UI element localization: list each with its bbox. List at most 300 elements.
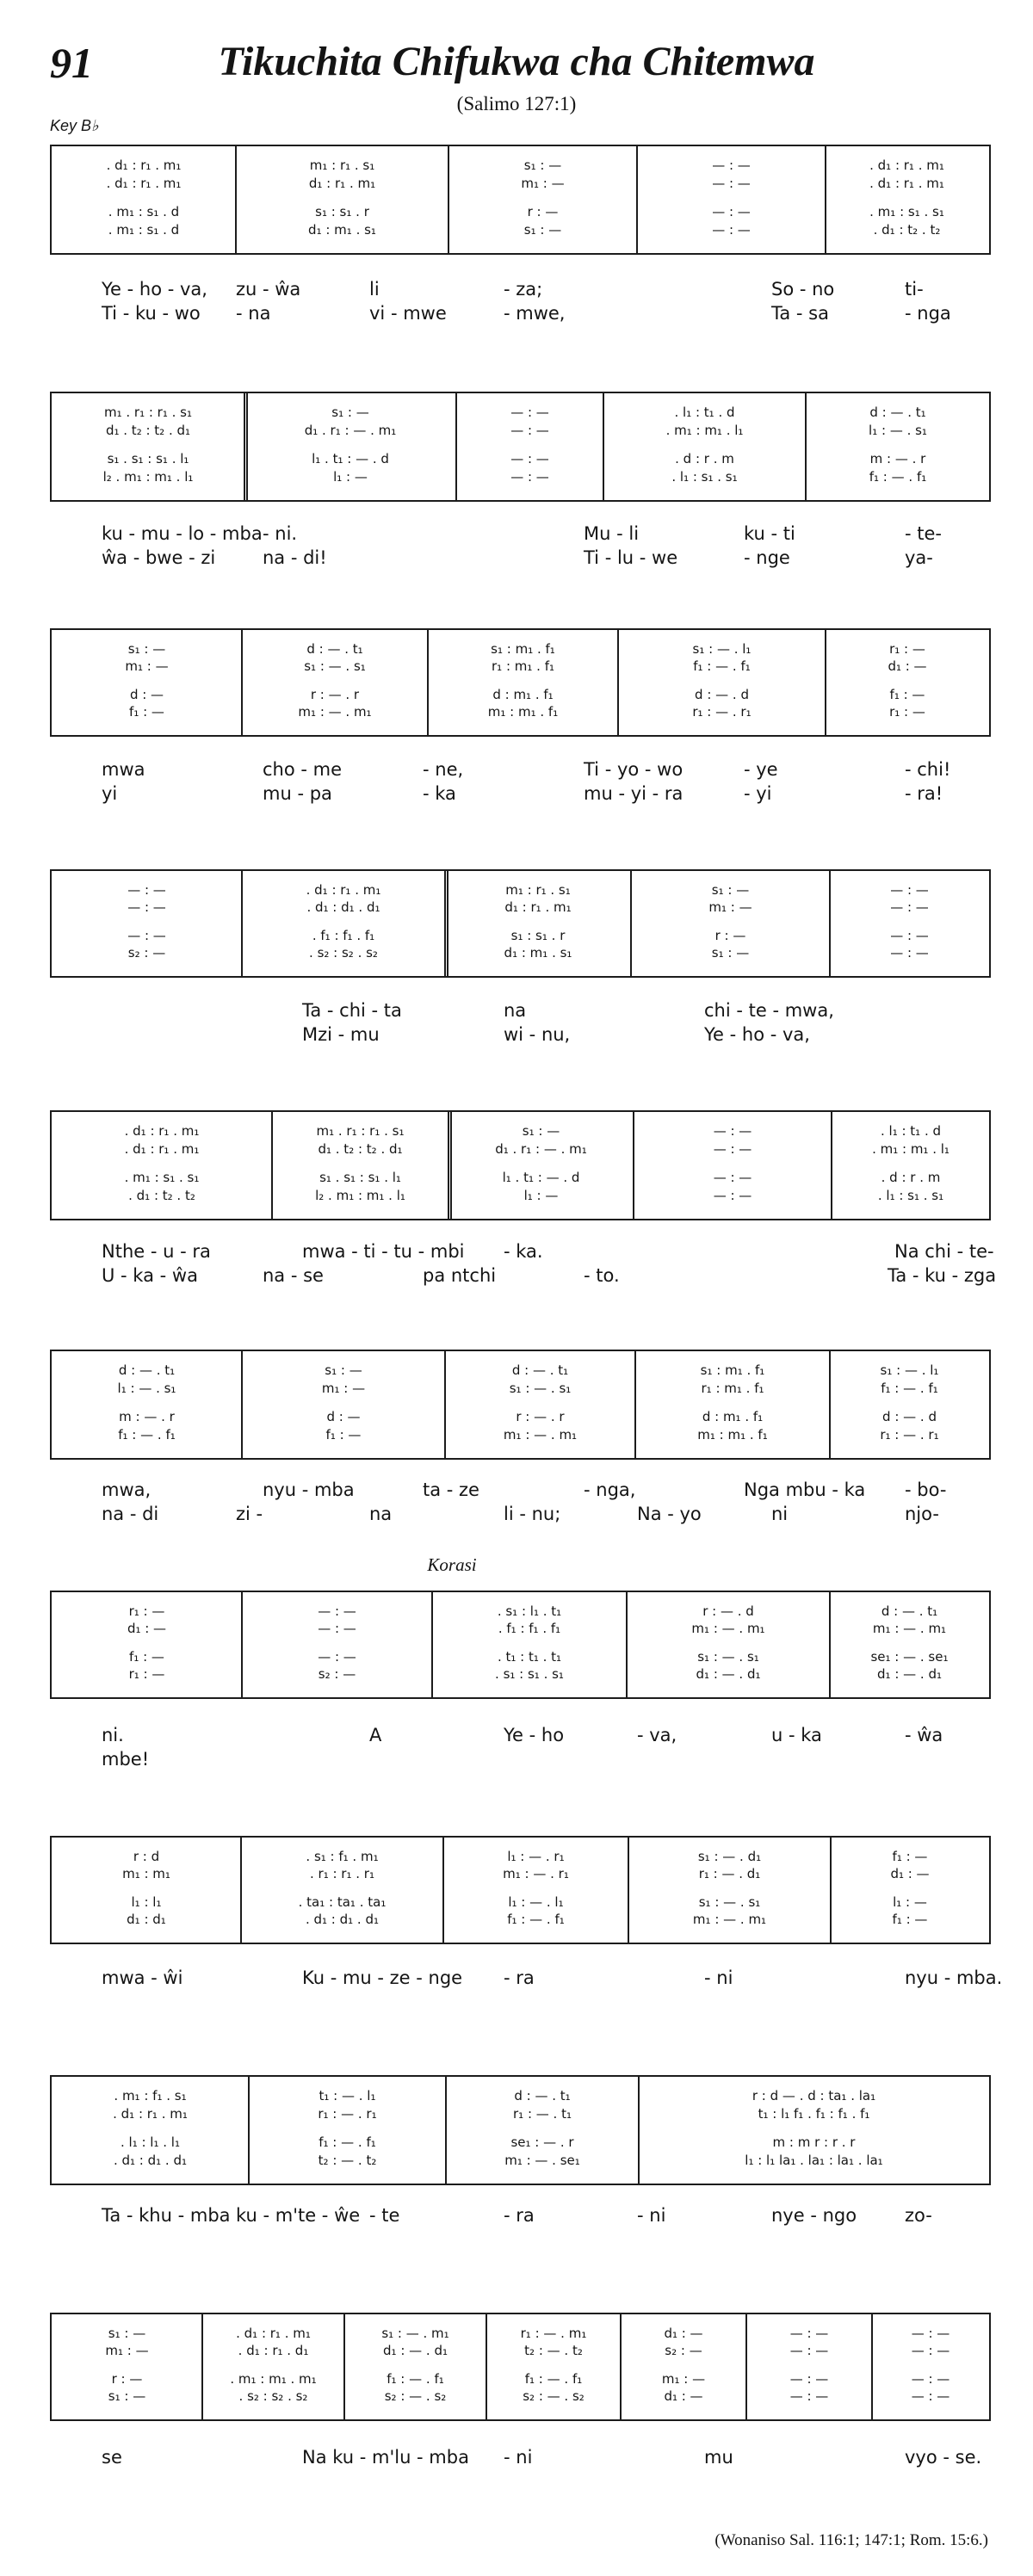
solfa-voice-line (52, 1169, 272, 1186)
solfa-voice-line (52, 1603, 242, 1620)
solfa-notes: s₁ . s₁ : s₁ . l₁ (107, 451, 189, 466)
solfa-notes: s₁ : — (523, 222, 562, 238)
lyric-syllable-group: Ti - yo - wo (584, 759, 684, 780)
solfa-notes: s₁ : m₁ . f₁ (700, 1362, 765, 1378)
bar-line (444, 871, 448, 976)
lyric-syllable-group: - ka (423, 783, 456, 804)
lyric-syllable-group: Ti - ku - wo (102, 303, 201, 324)
lyric-syllable-group: chi - te - mwa, (704, 1000, 834, 1021)
measure (52, 1838, 241, 1943)
solfa-notes: f₁ : — . f₁ (881, 1381, 938, 1396)
lyric-syllable-group: Ye - ho (504, 1725, 565, 1745)
lyric-syllable-group: - te (369, 2205, 400, 2226)
solfa-voice-line (830, 1426, 989, 1443)
lyric-syllable-group: ku - ti (744, 523, 795, 544)
solfa-notes: — : — (127, 928, 166, 943)
measure (806, 393, 990, 500)
solfa-notes: m₁ : — . m₁ (691, 1621, 765, 1636)
solfa-notes: — : — (911, 2326, 950, 2341)
solfa-notes: m₁ : — (105, 2343, 149, 2358)
solfa-voice-line (830, 1380, 989, 1397)
lyric-line (50, 1723, 991, 1747)
lyric-line (50, 1263, 997, 1288)
solfa-notes: m : — . r (119, 1409, 175, 1424)
solfa-voice-line (242, 881, 445, 899)
solfa-notes: d₁ : r₁ . m₁ (308, 176, 376, 191)
bar-line (442, 1838, 444, 1943)
solfa-notes: d₁ : — (664, 2388, 703, 2404)
lyric-syllable-group: ku - m'te - ŵe (236, 2205, 361, 2226)
solfa-notes: l₁ : — (523, 1188, 559, 1203)
solfa-voice-line (244, 404, 456, 421)
lyric-syllable-group: A (369, 1725, 382, 1745)
solfa-voice-line (830, 1665, 989, 1683)
solfa-voice-line (639, 2134, 989, 2151)
solfa-voice-line (627, 1620, 830, 1637)
solfa-notes: s₁ : — (331, 405, 369, 420)
lyric-syllable-group: Ye - ho - va, (102, 279, 207, 300)
solfa-notes: . d₁ : r₁ . m₁ (306, 882, 381, 898)
solfa-notes: s₁ : — (127, 641, 166, 657)
solfa-notes: s₂ : — . s₂ (384, 2388, 447, 2404)
music-system (50, 2075, 991, 2185)
solfa-voice-line (52, 1122, 272, 1140)
solfa-notes: r : — . d (702, 1603, 754, 1619)
solfa-notes: f₁ : — (325, 1427, 362, 1442)
solfa-notes: . m₁ : s₁ . d (108, 222, 180, 238)
solfa-notes: — : — (789, 2326, 829, 2341)
solfa-voice-line (635, 1426, 830, 1443)
solfa-voice-line (456, 468, 603, 485)
solfa-notes: — : — (890, 899, 929, 915)
solfa-notes: — : — (713, 1188, 752, 1203)
solfa-voice-line (621, 2370, 746, 2388)
solfa-voice-line (826, 175, 988, 192)
bar-line (634, 1351, 636, 1458)
solfa-notes: m₁ : — (661, 2371, 706, 2387)
solfa-voice-line (242, 1665, 432, 1683)
solfa-voice-line (635, 1362, 830, 1379)
solfa-notes: s₁ : — (711, 945, 750, 961)
solfa-notes: d : — . d (695, 687, 749, 702)
solfa-notes: . m₁ : s₁ . d (108, 204, 180, 219)
solfa-voice-line (242, 640, 428, 658)
measure (241, 1838, 443, 1943)
key-signature: Key B♭ (50, 117, 99, 134)
solfa-voice-line (634, 1169, 832, 1186)
solfa-notes: r₁ : — (128, 1666, 165, 1682)
solfa-notes: . d₁ : r₁ . m₁ (869, 176, 944, 191)
lyric-syllable-group: - ni (704, 1968, 733, 1988)
lyric-syllable-group: ŵa - bwe - zi (102, 547, 216, 568)
solfa-notes: f₁ : — (892, 1912, 928, 1927)
solfa-voice-line (52, 1893, 241, 1911)
solfa-voice-line (637, 157, 826, 174)
solfa-voice-line (52, 2370, 202, 2388)
solfa-voice-line (826, 703, 989, 720)
solfa-voice-line (52, 157, 236, 174)
solfa-voice-line (486, 2370, 621, 2388)
music-system (50, 628, 991, 737)
lyric-syllable-group: na - di (102, 1504, 159, 1524)
solfa-voice-line (445, 881, 631, 899)
solfa-notes: m₁ : m₁ (122, 1866, 170, 1881)
solfa-voice-line (456, 450, 603, 467)
solfa-voice-line (631, 899, 830, 916)
bar-line (431, 1592, 433, 1697)
lyric-syllable-group: njo- (905, 1504, 939, 1524)
solfa-notes: s₁ . s₁ : s₁ . l₁ (319, 1170, 401, 1185)
lyric-syllable-group: nye - ngo (771, 2205, 857, 2226)
solfa-voice-line (236, 157, 448, 174)
solfa-voice-line (52, 2342, 202, 2359)
solfa-notes: d₁ : — . d₁ (696, 1666, 761, 1682)
solfa-notes: — : — (712, 204, 751, 219)
bar-line (241, 871, 243, 976)
solfa-notes: r : — (714, 928, 746, 943)
measure (443, 1838, 628, 1943)
solfa-voice-line (242, 1380, 445, 1397)
solfa-notes: f₁ : — . f₁ (869, 469, 927, 485)
solfa-notes: s₁ : — . s₁ (304, 658, 366, 674)
solfa-notes: d₁ : — (664, 2326, 703, 2341)
solfa-notes: — : — (911, 2343, 950, 2358)
solfa-voice-line (746, 2388, 872, 2405)
solfa-voice-line (52, 1911, 241, 1928)
solfa-notes: s₁ : s₁ . r (510, 928, 566, 943)
lyric-syllable-group: - ra! (905, 783, 943, 804)
solfa-notes: r : d (133, 1849, 160, 1864)
measure (830, 1351, 989, 1458)
solfa-notes: d₁ : m₁ . s₁ (308, 222, 376, 238)
solfa-notes: s₁ : — . s₁ (509, 1381, 572, 1396)
solfa-voice-line (446, 2134, 639, 2151)
bar-line (617, 630, 619, 735)
lyric-syllable-group: Na ku - m'lu - mba (302, 2447, 469, 2468)
lyric-syllable-group: - to. (584, 1265, 620, 1286)
solfa-voice-line (826, 203, 988, 220)
bar-line (241, 1592, 243, 1697)
lyric-syllable-group: ya- (905, 547, 933, 568)
lyric-syllable-group: Na - yo (637, 1504, 702, 1524)
solfa-voice-line (448, 221, 637, 238)
solfa-voice-line (443, 1848, 628, 1865)
bar-line (626, 1592, 628, 1697)
solfa-notes: s₁ : — (522, 1123, 560, 1139)
lyric-line (50, 757, 991, 781)
bar-line (445, 2077, 447, 2184)
solfa-voice-line (446, 2087, 639, 2104)
solfa-notes: — : — (890, 882, 929, 898)
solfa-notes: d₁ : — . d₁ (877, 1666, 942, 1682)
solfa-notes: m₁ : — (321, 1381, 366, 1396)
solfa-notes: r₁ : m₁ . f₁ (492, 658, 554, 674)
solfa-notes: r₁ : — . r₁ (880, 1427, 939, 1442)
solfa-voice-line (236, 175, 448, 192)
measure (831, 1838, 989, 1943)
solfa-notes: m₁ : — . se₁ (504, 2153, 580, 2168)
solfa-voice-line (486, 2342, 621, 2359)
solfa-notes: . m₁ : m₁ . l₁ (665, 423, 744, 438)
solfa-voice-line (637, 221, 826, 238)
solfa-voice-line (621, 2388, 746, 2405)
solfa-voice-line (52, 450, 244, 467)
solfa-notes: . m₁ : s₁ . s₁ (869, 204, 944, 219)
bar-line (244, 393, 248, 500)
solfa-voice-line (631, 944, 830, 961)
solfa-notes: . d₁ : r₁ . m₁ (106, 158, 182, 173)
solfa-voice-line (806, 468, 990, 485)
music-system (50, 2313, 991, 2421)
solfa-notes: m₁ : — . m₁ (503, 1427, 578, 1442)
lyric-syllable-group: wi - nu, (504, 1024, 571, 1045)
solfa-voice-line (445, 944, 631, 961)
solfa-notes: . l₁ : t₁ . d (880, 1123, 942, 1139)
solfa-notes: m₁ : — . r₁ (503, 1866, 569, 1881)
solfa-notes: m₁ : r₁ . s₁ (309, 158, 375, 173)
solfa-voice-line (806, 404, 990, 421)
measure (249, 2077, 446, 2184)
lyric-syllable-group: - nga, (584, 1480, 636, 1500)
solfa-notes: m₁ . r₁ : r₁ . s₁ (316, 1123, 405, 1139)
solfa-notes: f₁ : — . f₁ (319, 2134, 376, 2150)
solfa-voice-line (872, 2342, 989, 2359)
lyric-syllable-group: li - nu; (504, 1504, 561, 1524)
bar-line (427, 630, 429, 735)
solfa-voice-line (249, 2087, 446, 2104)
lyric-syllable-group: na - se (263, 1265, 324, 1286)
solfa-notes: d₁ : d₁ (127, 1912, 166, 1927)
solfa-voice-line (627, 1665, 830, 1683)
solfa-voice-line (628, 1865, 831, 1882)
measure (432, 1592, 627, 1697)
solfa-voice-line (242, 1620, 432, 1637)
solfa-voice-line (826, 658, 989, 675)
solfa-notes: s₂ : — (127, 945, 166, 961)
solfa-notes: . d₁ : r₁ . m₁ (236, 2326, 311, 2341)
solfa-notes: d₁ : — . d₁ (383, 2343, 448, 2358)
lyric-syllable-group: na - di! (263, 547, 327, 568)
solfa-notes: d : m₁ . f₁ (492, 687, 554, 702)
hymn-title: Tikuchita Chifukwa cha Chitemwa (218, 39, 815, 84)
lyric-syllable-group: - ka. (504, 1241, 543, 1262)
solfa-voice-line (832, 1187, 990, 1204)
solfa-voice-line (631, 881, 830, 899)
solfa-notes: — : — (318, 1621, 356, 1636)
solfa-voice-line (52, 2325, 202, 2342)
solfa-voice-line (627, 1603, 830, 1620)
solfa-voice-line (456, 422, 603, 439)
solfa-notes: r : d — . d : ta₁ . la₁ (752, 2088, 876, 2103)
solfa-voice-line (52, 1426, 242, 1443)
solfa-notes: d : — . t₁ (306, 641, 363, 657)
solfa-notes: s₁ : — (523, 158, 562, 173)
lyric-syllable-group: mwa - ti - tu - mbi (302, 1241, 465, 1262)
lyric-syllable-group: Mu - li (584, 523, 640, 544)
solfa-voice-line (826, 157, 988, 174)
lyric-syllable-group: zo- (905, 2205, 932, 2226)
solfa-voice-line (428, 703, 618, 720)
bar-line (636, 146, 638, 253)
solfa-voice-line (249, 2152, 446, 2169)
solfa-voice-line (428, 686, 618, 703)
solfa-notes: — : — (789, 2388, 829, 2404)
solfa-voice-line (272, 1140, 448, 1158)
bar-line (825, 146, 826, 253)
solfa-voice-line (52, 1865, 241, 1882)
solfa-voice-line (202, 2325, 344, 2342)
lyric-syllable-group: - za; (504, 279, 543, 300)
lyric-syllable-group: mu - pa (263, 783, 332, 804)
solfa-voice-line (52, 899, 242, 916)
solfa-voice-line (448, 1140, 634, 1158)
solfa-voice-line (52, 2105, 249, 2122)
solfa-voice-line (826, 640, 989, 658)
lyric-syllable-group: - ne, (423, 759, 464, 780)
solfa-notes: — : — (890, 945, 929, 961)
lyric-syllable-group: Ti - lu - we (584, 547, 678, 568)
lyric-syllable-group: - ra (504, 1968, 535, 1988)
solfa-voice-line (618, 703, 826, 720)
solfa-voice-line (241, 1848, 443, 1865)
lyric-syllable-group: mwa (102, 759, 145, 780)
solfa-notes: m₁ . r₁ : r₁ . s₁ (103, 405, 192, 420)
bar-line (805, 393, 807, 500)
measure (635, 1351, 830, 1458)
lyric-line (50, 1966, 1003, 1990)
lyric-syllable-group: - ŵa (905, 1725, 943, 1745)
solfa-notes: r : — . r (310, 687, 360, 702)
solfa-notes: . l₁ : s₁ . s₁ (877, 1188, 944, 1203)
solfa-notes: l₁ : — (893, 1894, 927, 1910)
bar-line (830, 1838, 832, 1943)
measure (830, 1592, 989, 1697)
solfa-notes: — : — (713, 1123, 752, 1139)
solfa-notes: l₁ : — . l₁ (508, 1894, 564, 1910)
solfa-notes: — : — (911, 2388, 950, 2404)
solfa-voice-line (872, 2370, 989, 2388)
solfa-notes: s₁ : — . s₁ (697, 1649, 759, 1665)
lyric-syllable-group: Ku - mu - ze - nge (302, 1968, 463, 1988)
lyric-syllable-group: - nge (744, 547, 790, 568)
lyric-syllable-group: - yi (744, 783, 772, 804)
solfa-notes: m : — . r (869, 451, 926, 466)
solfa-voice-line (236, 203, 448, 220)
solfa-notes: l₁ : — (333, 469, 368, 485)
measure (236, 146, 448, 253)
solfa-notes: s₁ : — (108, 2388, 146, 2404)
lyric-syllable-group: - na (236, 303, 271, 324)
solfa-notes: r₁ : — (889, 704, 925, 720)
solfa-notes: . m₁ : m₁ . m₁ (230, 2371, 317, 2387)
music-system (50, 392, 991, 502)
solfa-notes: d₁ : r₁ . m₁ (504, 899, 572, 915)
lyric-syllable-group: li (369, 279, 380, 300)
lyric-syllable-group: Ta - chi - ta (302, 1000, 402, 1021)
lyric-syllable-group: - te- (905, 523, 942, 544)
measure (830, 871, 989, 976)
solfa-notes: l₂ . m₁ : m₁ . l₁ (102, 469, 194, 485)
solfa-voice-line (52, 927, 242, 944)
solfa-voice-line (603, 422, 806, 439)
solfa-voice-line (52, 2134, 249, 2151)
lyric-syllable-group: - mwe, (504, 303, 566, 324)
solfa-voice-line (52, 1408, 242, 1425)
solfa-voice-line (443, 1893, 628, 1911)
solfa-notes: — : — (510, 451, 549, 466)
solfa-notes: f₁ : — . f₁ (507, 1912, 565, 1927)
measure (445, 871, 631, 976)
solfa-voice-line (242, 1408, 445, 1425)
solfa-voice-line (428, 640, 618, 658)
lyric-line (50, 998, 991, 1022)
solfa-voice-line (52, 203, 236, 220)
lyric-syllable-group: - nga (905, 303, 951, 324)
solfa-notes: d : — (326, 1409, 361, 1424)
lyric-syllable-group: mwa, (102, 1480, 152, 1500)
solfa-notes: m₁ : m₁ . f₁ (487, 704, 559, 720)
lyric-syllable-group: pa ntchi (423, 1265, 497, 1286)
solfa-voice-line (635, 1380, 830, 1397)
lyric-syllable-group: So - no (771, 279, 835, 300)
bar-line (829, 1351, 831, 1458)
lyric-line (50, 1022, 991, 1047)
bar-line (241, 1351, 243, 1458)
solfa-voice-line (445, 1380, 635, 1397)
lyric-syllable-group: ti- (905, 279, 924, 300)
solfa-voice-line (242, 927, 445, 944)
measure (242, 1351, 445, 1458)
solfa-notes: — : — (318, 1603, 356, 1619)
solfa-voice-line (52, 2152, 249, 2169)
solfa-voice-line (832, 1122, 990, 1140)
solfa-voice-line (603, 450, 806, 467)
solfa-notes: . d₁ : d₁ . d₁ (306, 899, 380, 915)
measure (486, 2314, 621, 2419)
solfa-notes: l₁ : — . s₁ (869, 423, 927, 438)
solfa-notes: m₁ : — . m₁ (692, 1912, 767, 1927)
bar-line (455, 393, 457, 500)
music-system (50, 1591, 991, 1699)
bar-line (630, 871, 632, 976)
bar-line (240, 1838, 242, 1943)
lyric-syllable-group: na (369, 1504, 393, 1524)
measure (634, 1112, 832, 1219)
solfa-voice-line (344, 2325, 486, 2342)
solfa-voice-line (831, 1848, 989, 1865)
solfa-notes: s₁ : — . l₁ (880, 1362, 939, 1378)
solfa-voice-line (746, 2370, 872, 2388)
solfa-notes: l₁ : — . s₁ (117, 1381, 176, 1396)
solfa-voice-line (830, 1362, 989, 1379)
solfa-voice-line (241, 1865, 443, 1882)
lyric-syllable-group: Nga mbu - ka (744, 1480, 866, 1500)
solfa-voice-line (631, 927, 830, 944)
solfa-voice-line (806, 450, 990, 467)
hymn-number: 91 (50, 39, 93, 87)
solfa-notes: s₁ : — . d₁ (697, 1849, 762, 1864)
lyric-syllable-group: ku - mu - lo - mba (102, 523, 263, 544)
solfa-notes: f₁ : — (129, 1649, 164, 1665)
solfa-notes: d : — (129, 687, 164, 702)
bar-line (620, 2314, 622, 2419)
lyric-syllable-group: - ra (504, 2205, 535, 2226)
solfa-notes: l₁ . t₁ : — . d (502, 1170, 580, 1185)
solfa-voice-line (628, 1893, 831, 1911)
measure (826, 630, 989, 735)
measure (52, 871, 242, 976)
bar-line (235, 146, 237, 253)
